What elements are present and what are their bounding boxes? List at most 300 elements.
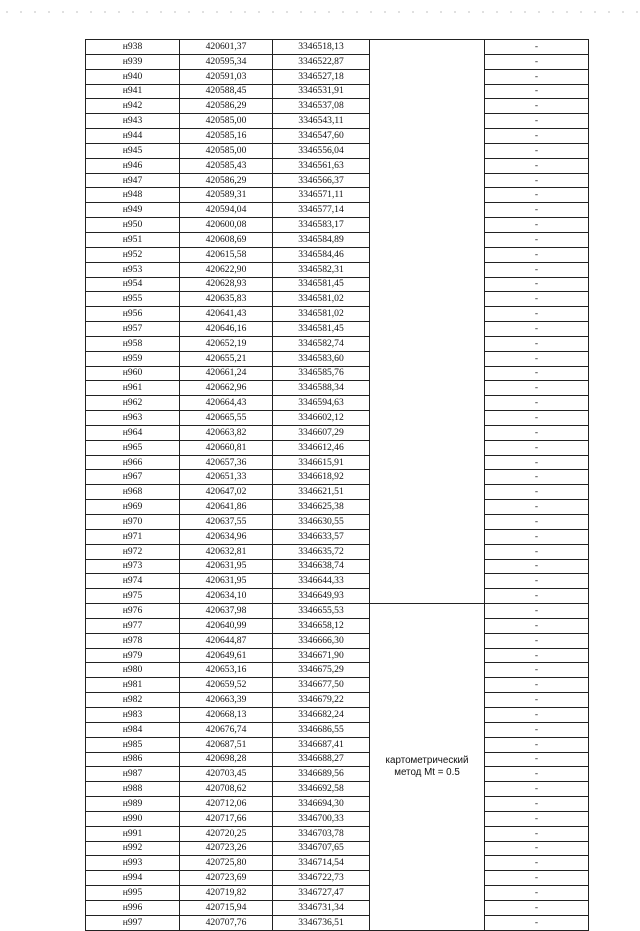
y-coordinate-cell: 3346607,29 — [273, 425, 370, 440]
table-row — [86, 752, 589, 767]
x-coordinate-cell: 420725,80 — [180, 856, 273, 871]
y-coordinate-cell: 3346581,45 — [273, 277, 370, 292]
point-id-cell: н947 — [86, 173, 180, 188]
accuracy-dash-cell: - — [485, 737, 589, 752]
point-id-cell: н943 — [86, 114, 180, 129]
x-coordinate-cell: 420715,94 — [180, 900, 273, 915]
y-coordinate-cell: 3346518,13 — [273, 40, 370, 55]
y-coordinate-cell: 3346582,74 — [273, 336, 370, 351]
y-coordinate-cell: 3346581,02 — [273, 307, 370, 322]
x-coordinate-cell: 420641,86 — [180, 500, 273, 515]
accuracy-dash-cell: - — [485, 232, 589, 247]
point-id-cell: н995 — [86, 886, 180, 901]
y-coordinate-cell: 3346687,41 — [273, 737, 370, 752]
accuracy-dash-cell: - — [485, 915, 589, 930]
table-row — [86, 40, 589, 55]
point-id-cell: н975 — [86, 589, 180, 604]
table-row — [86, 515, 589, 530]
x-coordinate-cell: 420712,06 — [180, 797, 273, 812]
table-row — [86, 500, 589, 515]
point-id-cell: н997 — [86, 915, 180, 930]
accuracy-dash-cell: - — [485, 693, 589, 708]
point-id-cell: н938 — [86, 40, 180, 55]
table-row — [86, 826, 589, 841]
y-coordinate-cell: 3346666,30 — [273, 633, 370, 648]
table-row — [86, 396, 589, 411]
x-coordinate-cell: 420631,95 — [180, 559, 273, 574]
x-coordinate-cell: 420655,21 — [180, 351, 273, 366]
point-id-cell: н996 — [86, 900, 180, 915]
y-coordinate-cell: 3346581,02 — [273, 292, 370, 307]
table-row — [86, 54, 589, 69]
y-coordinate-cell: 3346682,24 — [273, 707, 370, 722]
table-row — [86, 633, 589, 648]
y-coordinate-cell: 3346671,90 — [273, 648, 370, 663]
x-coordinate-cell: 420608,69 — [180, 232, 273, 247]
y-coordinate-cell: 3346703,78 — [273, 826, 370, 841]
x-coordinate-cell: 420622,90 — [180, 262, 273, 277]
x-coordinate-cell: 420637,55 — [180, 515, 273, 530]
x-coordinate-cell: 420703,45 — [180, 767, 273, 782]
accuracy-dash-cell: - — [485, 797, 589, 812]
y-coordinate-cell: 3346675,29 — [273, 663, 370, 678]
accuracy-dash-cell: - — [485, 871, 589, 886]
y-coordinate-cell: 3346588,34 — [273, 381, 370, 396]
y-coordinate-cell: 3346531,91 — [273, 84, 370, 99]
x-coordinate-cell: 420594,04 — [180, 203, 273, 218]
accuracy-dash-cell: - — [485, 826, 589, 841]
method-cell — [370, 604, 485, 931]
accuracy-dash-cell: - — [485, 707, 589, 722]
coordinates-table — [85, 39, 589, 931]
y-coordinate-cell: 3346727,47 — [273, 886, 370, 901]
point-id-cell: н994 — [86, 871, 180, 886]
accuracy-dash-cell: - — [485, 559, 589, 574]
accuracy-dash-cell: - — [485, 767, 589, 782]
point-id-cell: н974 — [86, 574, 180, 589]
y-coordinate-cell: 3346584,89 — [273, 232, 370, 247]
accuracy-dash-cell: - — [485, 500, 589, 515]
y-coordinate-cell: 3346571,11 — [273, 188, 370, 203]
accuracy-dash-cell: - — [485, 811, 589, 826]
y-coordinate-cell: 3346561,63 — [273, 158, 370, 173]
accuracy-dash-cell: - — [485, 648, 589, 663]
accuracy-dash-cell: - — [485, 841, 589, 856]
y-coordinate-cell: 3346714,54 — [273, 856, 370, 871]
x-coordinate-cell: 420653,16 — [180, 663, 273, 678]
point-id-cell: н944 — [86, 129, 180, 144]
x-coordinate-cell: 420723,26 — [180, 841, 273, 856]
point-id-cell: н969 — [86, 500, 180, 515]
y-coordinate-cell: 3346543,11 — [273, 114, 370, 129]
table-row — [86, 559, 589, 574]
accuracy-dash-cell: - — [485, 322, 589, 337]
x-coordinate-cell: 420657,36 — [180, 455, 273, 470]
point-id-cell: н939 — [86, 54, 180, 69]
accuracy-dash-cell: - — [485, 203, 589, 218]
accuracy-dash-cell: - — [485, 678, 589, 693]
point-id-cell: н984 — [86, 722, 180, 737]
x-coordinate-cell: 420601,37 — [180, 40, 273, 55]
point-id-cell: н967 — [86, 470, 180, 485]
table-row — [86, 188, 589, 203]
y-coordinate-cell: 3346630,55 — [273, 515, 370, 530]
y-coordinate-cell: 3346731,34 — [273, 900, 370, 915]
point-id-cell: н959 — [86, 351, 180, 366]
x-coordinate-cell: 420585,00 — [180, 143, 273, 158]
accuracy-dash-cell: - — [485, 782, 589, 797]
point-id-cell: н989 — [86, 797, 180, 812]
y-coordinate-cell: 3346556,04 — [273, 143, 370, 158]
point-id-cell: н964 — [86, 425, 180, 440]
accuracy-dash-cell: - — [485, 336, 589, 351]
accuracy-dash-cell: - — [485, 292, 589, 307]
y-coordinate-cell: 3346566,37 — [273, 173, 370, 188]
point-id-cell: н977 — [86, 618, 180, 633]
x-coordinate-cell: 420634,96 — [180, 529, 273, 544]
accuracy-dash-cell: - — [485, 440, 589, 455]
table-row — [86, 322, 589, 337]
table-row — [86, 900, 589, 915]
point-id-cell: н952 — [86, 247, 180, 262]
accuracy-dash-cell: - — [485, 485, 589, 500]
x-coordinate-cell: 420585,00 — [180, 114, 273, 129]
point-id-cell: н962 — [86, 396, 180, 411]
accuracy-dash-cell: - — [485, 114, 589, 129]
accuracy-dash-cell: - — [485, 515, 589, 530]
table-row — [86, 648, 589, 663]
x-coordinate-cell: 420635,83 — [180, 292, 273, 307]
x-coordinate-cell: 420668,13 — [180, 707, 273, 722]
table-row — [86, 485, 589, 500]
x-coordinate-cell: 420634,10 — [180, 589, 273, 604]
y-coordinate-cell: 3346694,30 — [273, 797, 370, 812]
x-coordinate-cell: 420589,31 — [180, 188, 273, 203]
point-id-cell: н982 — [86, 693, 180, 708]
point-id-cell: н983 — [86, 707, 180, 722]
y-coordinate-cell: 3346677,50 — [273, 678, 370, 693]
y-coordinate-cell: 3346615,91 — [273, 455, 370, 470]
x-coordinate-cell: 420665,55 — [180, 411, 273, 426]
point-id-cell: н993 — [86, 856, 180, 871]
accuracy-dash-cell: - — [485, 722, 589, 737]
table-row — [86, 277, 589, 292]
y-coordinate-cell: 3346689,56 — [273, 767, 370, 782]
point-id-cell: н951 — [86, 232, 180, 247]
y-coordinate-cell: 3346602,12 — [273, 411, 370, 426]
x-coordinate-cell: 420640,99 — [180, 618, 273, 633]
accuracy-dash-cell: - — [485, 218, 589, 233]
table-row — [86, 767, 589, 782]
accuracy-dash-cell: - — [485, 886, 589, 901]
x-coordinate-cell: 420662,96 — [180, 381, 273, 396]
table-row — [86, 440, 589, 455]
accuracy-dash-cell: - — [485, 900, 589, 915]
accuracy-dash-cell: - — [485, 574, 589, 589]
x-coordinate-cell: 420651,33 — [180, 470, 273, 485]
table-row — [86, 574, 589, 589]
table-row — [86, 232, 589, 247]
table-row — [86, 336, 589, 351]
x-coordinate-cell: 420647,02 — [180, 485, 273, 500]
accuracy-dash-cell: - — [485, 277, 589, 292]
y-coordinate-cell: 3346581,45 — [273, 322, 370, 337]
point-id-cell: н978 — [86, 633, 180, 648]
accuracy-dash-cell: - — [485, 366, 589, 381]
point-id-cell: н981 — [86, 678, 180, 693]
x-coordinate-cell: 420652,19 — [180, 336, 273, 351]
table-row — [86, 69, 589, 84]
y-coordinate-cell: 3346679,22 — [273, 693, 370, 708]
table-row — [86, 173, 589, 188]
y-coordinate-cell: 3346692,58 — [273, 782, 370, 797]
point-id-cell: н970 — [86, 515, 180, 530]
accuracy-dash-cell: - — [485, 604, 589, 619]
table-row — [86, 262, 589, 277]
x-coordinate-cell: 420723,69 — [180, 871, 273, 886]
table-row — [86, 589, 589, 604]
x-coordinate-cell: 420632,81 — [180, 544, 273, 559]
accuracy-dash-cell: - — [485, 351, 589, 366]
x-coordinate-cell: 420588,45 — [180, 84, 273, 99]
point-id-cell: н956 — [86, 307, 180, 322]
accuracy-dash-cell: - — [485, 158, 589, 173]
y-coordinate-cell: 3346655,53 — [273, 604, 370, 619]
y-coordinate-cell: 3346625,38 — [273, 500, 370, 515]
point-id-cell: н963 — [86, 411, 180, 426]
y-coordinate-cell: 3346618,92 — [273, 470, 370, 485]
point-id-cell: н972 — [86, 544, 180, 559]
point-id-cell: н949 — [86, 203, 180, 218]
point-id-cell: н966 — [86, 455, 180, 470]
point-id-cell: н980 — [86, 663, 180, 678]
accuracy-dash-cell: - — [485, 633, 589, 648]
table-row — [86, 544, 589, 559]
y-coordinate-cell: 3346583,60 — [273, 351, 370, 366]
point-id-cell: н960 — [86, 366, 180, 381]
point-id-cell: н988 — [86, 782, 180, 797]
table-row — [86, 693, 589, 708]
accuracy-dash-cell: - — [485, 99, 589, 114]
point-id-cell: н946 — [86, 158, 180, 173]
x-coordinate-cell: 420585,43 — [180, 158, 273, 173]
point-id-cell: н968 — [86, 485, 180, 500]
table-row — [86, 143, 589, 158]
y-coordinate-cell: 3346547,60 — [273, 129, 370, 144]
y-coordinate-cell: 3346644,33 — [273, 574, 370, 589]
x-coordinate-cell: 420708,62 — [180, 782, 273, 797]
x-coordinate-cell: 420586,29 — [180, 173, 273, 188]
x-coordinate-cell: 420664,43 — [180, 396, 273, 411]
method-cell-empty — [370, 40, 485, 604]
point-id-cell: н955 — [86, 292, 180, 307]
point-id-cell: н950 — [86, 218, 180, 233]
y-coordinate-cell: 3346583,17 — [273, 218, 370, 233]
accuracy-dash-cell: - — [485, 663, 589, 678]
point-id-cell: н940 — [86, 69, 180, 84]
point-id-cell: н954 — [86, 277, 180, 292]
point-id-cell: н953 — [86, 262, 180, 277]
y-coordinate-cell: 3346658,12 — [273, 618, 370, 633]
x-coordinate-cell: 420585,16 — [180, 129, 273, 144]
accuracy-dash-cell: - — [485, 411, 589, 426]
point-id-cell: н957 — [86, 322, 180, 337]
x-coordinate-cell: 420644,87 — [180, 633, 273, 648]
point-id-cell: н961 — [86, 381, 180, 396]
table-row — [86, 856, 589, 871]
accuracy-dash-cell: - — [485, 529, 589, 544]
accuracy-dash-cell: - — [485, 262, 589, 277]
point-id-cell: н990 — [86, 811, 180, 826]
y-coordinate-cell: 3346582,31 — [273, 262, 370, 277]
y-coordinate-cell: 3346633,57 — [273, 529, 370, 544]
point-id-cell: н971 — [86, 529, 180, 544]
y-coordinate-cell: 3346638,74 — [273, 559, 370, 574]
x-coordinate-cell: 420663,82 — [180, 425, 273, 440]
y-coordinate-cell: 3346707,65 — [273, 841, 370, 856]
method-text-line: метод Mt = 0.5 — [394, 766, 460, 778]
table-row — [86, 529, 589, 544]
table-row — [86, 99, 589, 114]
x-coordinate-cell: 420717,66 — [180, 811, 273, 826]
x-coordinate-cell: 420595,34 — [180, 54, 273, 69]
y-coordinate-cell: 3346700,33 — [273, 811, 370, 826]
table-row — [86, 84, 589, 99]
table-row — [86, 307, 589, 322]
point-id-cell: н985 — [86, 737, 180, 752]
table-row — [86, 707, 589, 722]
table-row — [86, 782, 589, 797]
table-row — [86, 618, 589, 633]
x-coordinate-cell: 420646,16 — [180, 322, 273, 337]
y-coordinate-cell: 3346577,14 — [273, 203, 370, 218]
x-coordinate-cell: 420720,25 — [180, 826, 273, 841]
accuracy-dash-cell: - — [485, 589, 589, 604]
y-coordinate-cell: 3346585,76 — [273, 366, 370, 381]
point-id-cell: н979 — [86, 648, 180, 663]
x-coordinate-cell: 420637,98 — [180, 604, 273, 619]
point-id-cell: н976 — [86, 604, 180, 619]
point-id-cell: н942 — [86, 99, 180, 114]
x-coordinate-cell: 420649,61 — [180, 648, 273, 663]
table-row — [86, 381, 589, 396]
accuracy-dash-cell: - — [485, 752, 589, 767]
scan-artifact-strip — [0, 10, 640, 14]
accuracy-dash-cell: - — [485, 544, 589, 559]
accuracy-dash-cell: - — [485, 425, 589, 440]
table-row — [86, 886, 589, 901]
table-row — [86, 158, 589, 173]
point-id-cell: н986 — [86, 752, 180, 767]
accuracy-dash-cell: - — [485, 69, 589, 84]
x-coordinate-cell: 420676,74 — [180, 722, 273, 737]
x-coordinate-cell: 420641,43 — [180, 307, 273, 322]
y-coordinate-cell: 3346688,27 — [273, 752, 370, 767]
accuracy-dash-cell: - — [485, 856, 589, 871]
table-row — [86, 366, 589, 381]
y-coordinate-cell: 3346635,72 — [273, 544, 370, 559]
x-coordinate-cell: 420600,08 — [180, 218, 273, 233]
table-row — [86, 871, 589, 886]
y-coordinate-cell: 3346527,18 — [273, 69, 370, 84]
accuracy-dash-cell: - — [485, 143, 589, 158]
y-coordinate-cell: 3346584,46 — [273, 247, 370, 262]
accuracy-dash-cell: - — [485, 307, 589, 322]
point-id-cell: н965 — [86, 440, 180, 455]
y-coordinate-cell: 3346722,73 — [273, 871, 370, 886]
table-row — [86, 915, 589, 930]
point-id-cell: н945 — [86, 143, 180, 158]
accuracy-dash-cell: - — [485, 455, 589, 470]
table-row — [86, 425, 589, 440]
accuracy-dash-cell: - — [485, 396, 589, 411]
coordinates-table-body — [86, 40, 589, 931]
x-coordinate-cell: 420661,24 — [180, 366, 273, 381]
x-coordinate-cell: 420628,93 — [180, 277, 273, 292]
x-coordinate-cell: 420631,95 — [180, 574, 273, 589]
table-row — [86, 411, 589, 426]
table-row — [86, 218, 589, 233]
y-coordinate-cell: 3346522,87 — [273, 54, 370, 69]
table-row — [86, 351, 589, 366]
accuracy-dash-cell: - — [485, 40, 589, 55]
accuracy-dash-cell: - — [485, 84, 589, 99]
table-row — [86, 292, 589, 307]
table-row — [86, 678, 589, 693]
x-coordinate-cell: 420719,82 — [180, 886, 273, 901]
table-row — [86, 203, 589, 218]
y-coordinate-cell: 3346594,63 — [273, 396, 370, 411]
accuracy-dash-cell: - — [485, 129, 589, 144]
accuracy-dash-cell: - — [485, 247, 589, 262]
point-id-cell: н941 — [86, 84, 180, 99]
point-id-cell: н948 — [86, 188, 180, 203]
x-coordinate-cell: 420663,39 — [180, 693, 273, 708]
accuracy-dash-cell: - — [485, 618, 589, 633]
accuracy-dash-cell: - — [485, 54, 589, 69]
table-row — [86, 737, 589, 752]
table-row — [86, 722, 589, 737]
accuracy-dash-cell: - — [485, 188, 589, 203]
point-id-cell: н973 — [86, 559, 180, 574]
table-row — [86, 470, 589, 485]
y-coordinate-cell: 3346686,55 — [273, 722, 370, 737]
point-id-cell: н991 — [86, 826, 180, 841]
table-row — [86, 663, 589, 678]
x-coordinate-cell: 420660,81 — [180, 440, 273, 455]
x-coordinate-cell: 420707,76 — [180, 915, 273, 930]
x-coordinate-cell: 420615,58 — [180, 247, 273, 262]
table-row — [86, 797, 589, 812]
point-id-cell: н958 — [86, 336, 180, 351]
x-coordinate-cell: 420659,52 — [180, 678, 273, 693]
y-coordinate-cell: 3346736,51 — [273, 915, 370, 930]
table-row — [86, 114, 589, 129]
x-coordinate-cell: 420586,29 — [180, 99, 273, 114]
y-coordinate-cell: 3346621,51 — [273, 485, 370, 500]
table-row — [86, 129, 589, 144]
x-coordinate-cell: 420698,28 — [180, 752, 273, 767]
point-id-cell: н987 — [86, 767, 180, 782]
y-coordinate-cell: 3346649,93 — [273, 589, 370, 604]
point-id-cell: н992 — [86, 841, 180, 856]
accuracy-dash-cell: - — [485, 381, 589, 396]
y-coordinate-cell: 3346612,46 — [273, 440, 370, 455]
table-row — [86, 247, 589, 262]
method-text-line: картометрический — [385, 754, 469, 766]
table-row — [86, 604, 589, 619]
x-coordinate-cell: 420687,51 — [180, 737, 273, 752]
